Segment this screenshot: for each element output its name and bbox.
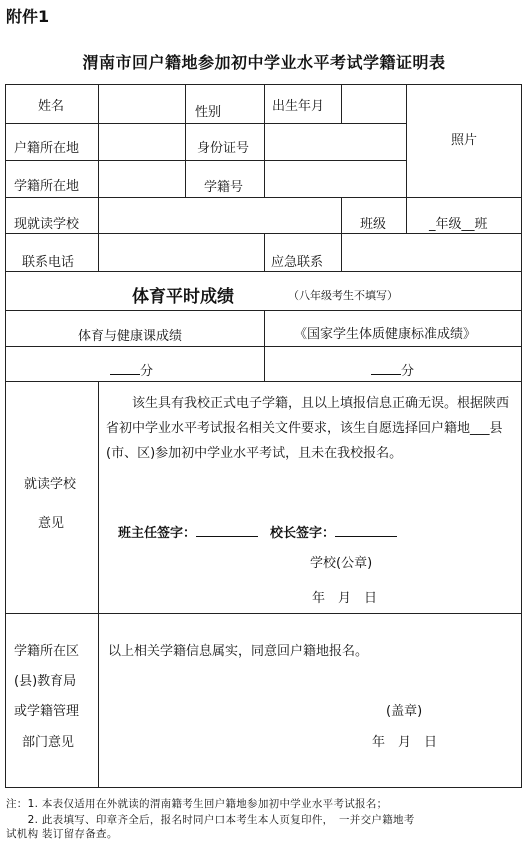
pe-col2-header: 《国家学生体质健康标准成绩》 xyxy=(294,327,477,342)
pe-section-title: 体育平时成绩 xyxy=(132,287,234,307)
pe-score1[interactable] xyxy=(110,360,153,379)
hukou-label: 户籍所在地 xyxy=(14,141,80,156)
school-opinion-label-1: 就读学校 xyxy=(24,477,77,492)
attachment-label: 附件1 xyxy=(6,7,50,26)
name-input[interactable] xyxy=(100,86,184,122)
school-opinion-paragraph: 该生具有我校正式电子学籍，且以上填报信息正确无误。根据陕西省初中学业水平考试报名相关文件要求，该生自愿选择回户籍地___县(市、区)参加初中学业水平考试，且未在我校报名。 xyxy=(106,396,510,461)
school-opinion-label-2: 意见 xyxy=(38,516,65,531)
school-registry-location-label: 学籍所在地 xyxy=(14,179,80,194)
emergency-label: 应急联系 xyxy=(271,255,324,270)
phone-input[interactable] xyxy=(100,235,263,270)
bureau-label-3: 或学籍管理 xyxy=(14,704,80,719)
pe-score2-blank[interactable] xyxy=(371,374,401,375)
birth-input[interactable] xyxy=(343,86,405,122)
hukou-input[interactable] xyxy=(100,125,184,159)
school-date: 年 月 日 xyxy=(312,591,378,606)
student-number-label: 学籍号 xyxy=(204,180,244,195)
pe-score1-unit: 分 xyxy=(140,364,154,379)
bureau-opinion-text: 以上相关学籍信息属实，同意回户籍地报名。 xyxy=(108,644,369,659)
name-label: 姓名 xyxy=(38,99,65,114)
teacher-sign[interactable] xyxy=(118,522,258,541)
note-line-2: 2. 此表填写、印章齐全后，报名时同户口本考生本人页复印件， 一并交户籍地考 xyxy=(6,814,415,826)
bureau-label-1: 学籍所在区 xyxy=(14,644,80,659)
id-number-input[interactable] xyxy=(266,125,405,159)
bureau-label-2: (县)教育局 xyxy=(14,674,77,689)
bureau-date: 年 月 日 xyxy=(372,735,438,750)
emergency-input[interactable] xyxy=(343,235,520,270)
birth-label: 出生年月 xyxy=(272,99,325,114)
bureau-seal: (盖章) xyxy=(386,704,423,719)
principal-sign[interactable] xyxy=(270,522,397,541)
note-line-3: 试机构 装订留存备查。 xyxy=(6,828,118,840)
teacher-sign-blank[interactable] xyxy=(196,536,258,537)
pe-score2-unit: 分 xyxy=(401,364,415,379)
bureau-label-4: 部门意见 xyxy=(22,735,75,750)
note-line-1: 注：1. 本表仅适用在外就读的渭南籍考生回户籍地参加初中学业水平考试报名； xyxy=(6,798,388,810)
gender-input[interactable] xyxy=(230,86,263,122)
school-registry-location-input[interactable] xyxy=(100,162,184,196)
pe-score1-blank[interactable] xyxy=(110,374,140,375)
gender-label: 性别 xyxy=(195,105,222,120)
class-label: 班级 xyxy=(360,217,387,232)
class-value[interactable]: _年级__班 xyxy=(429,217,488,232)
student-number-input[interactable] xyxy=(266,162,405,196)
pe-score2[interactable] xyxy=(371,360,414,379)
principal-sign-label: 校长签字： xyxy=(270,526,336,541)
teacher-sign-label: 班主任签字： xyxy=(118,526,197,541)
phone-label: 联系电话 xyxy=(22,255,75,270)
form-title: 渭南市回户籍地参加初中学业水平考试学籍证明表 xyxy=(82,53,446,72)
photo-box[interactable] xyxy=(408,86,520,196)
pe-section-note: （八年级考生不填写） xyxy=(288,289,398,302)
current-school-label: 现就读学校 xyxy=(14,217,80,232)
school-seal: 学校(公章) xyxy=(310,556,373,571)
photo-label: 照片 xyxy=(451,133,478,148)
pe-col1-header: 体育与健康课成绩 xyxy=(78,329,183,344)
current-school-input[interactable] xyxy=(100,199,340,232)
principal-sign-blank[interactable] xyxy=(335,536,397,537)
id-number-label: 身份证号 xyxy=(197,141,250,156)
